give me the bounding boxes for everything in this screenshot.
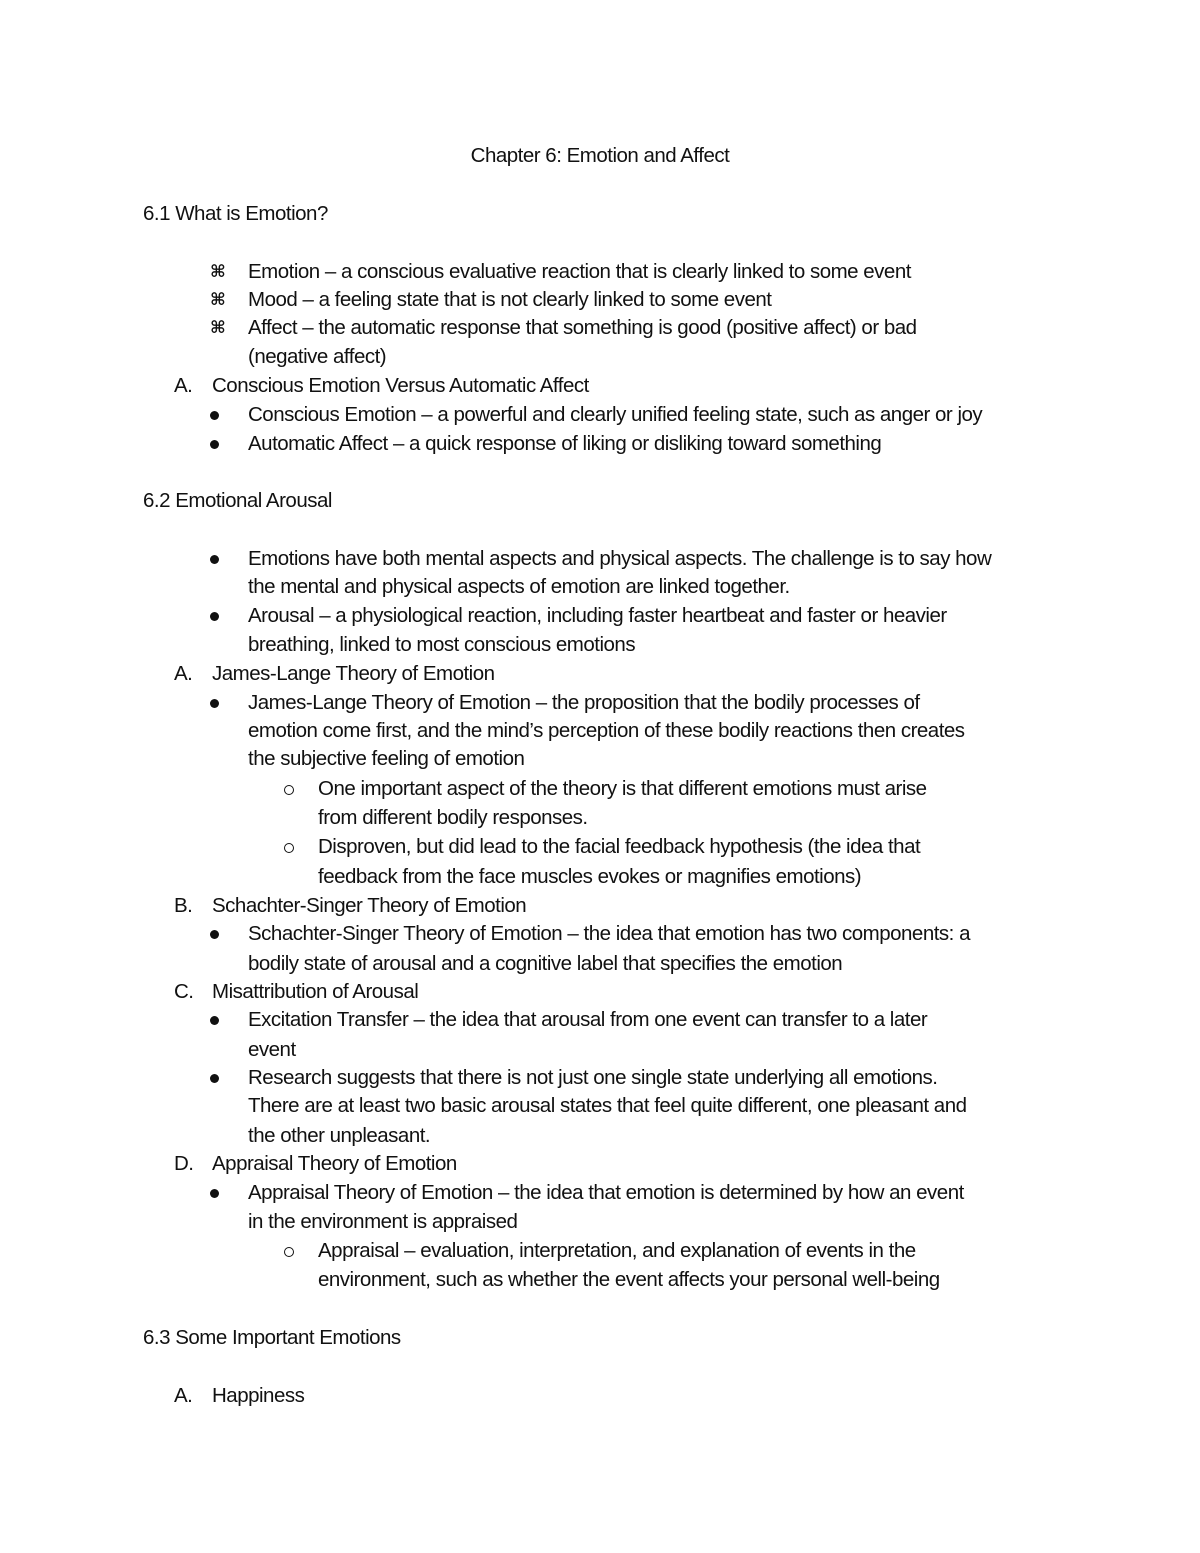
list-item-continuation: There are at least two basic arousal states that feel quite different, one pleasant and [248,1094,967,1117]
bullet-icon [210,1016,219,1025]
list-item-continuation: (negative affect) [248,345,387,368]
list-item: Appraisal Theory of Emotion – the idea that emotion is determined by how an event [248,1181,964,1204]
list-item-continuation: the other unpleasant. [248,1124,431,1147]
subsection-heading: James-Lange Theory of Emotion [212,662,495,685]
circle-bullet-icon [284,1247,294,1257]
subsection-heading: Happiness [212,1384,305,1407]
subsection-heading: Appraisal Theory of Emotion [212,1152,457,1175]
subsection-heading: Schachter-Singer Theory of Emotion [212,894,527,917]
list-item: Mood – a feeling state that is not clearly linked to some event [248,288,772,311]
bullet-icon [210,930,219,939]
sub-list-item: Disproven, but did lead to the facial feedback hypothesis (the idea that [318,835,921,858]
list-item: Conscious Emotion – a powerful and clearly unified feeling state, such as anger or joy [248,403,983,426]
list-item: Research suggests that there is not just one single state underlying all emotions. [248,1066,938,1089]
section-heading-6-3: 6.3 Some Important Emotions [143,1326,401,1349]
list-item: James-Lange Theory of Emotion – the proposition that the bodily processes of [248,691,920,714]
bullet-icon [210,440,219,449]
list-item-continuation: the subjective feeling of emotion [248,747,525,770]
bullet-icon [210,699,219,708]
x-bullet-icon: ⌘ [210,262,226,281]
bullet-icon [210,1074,219,1083]
bullet-icon [210,612,219,621]
sub-list-item: One important aspect of the theory is that different emotions must arise [318,777,927,800]
list-item-continuation: in the environment is appraised [248,1210,518,1233]
outline-letter: A. [174,1384,193,1407]
bullet-icon [210,555,219,564]
circle-bullet-icon [284,785,294,795]
list-item: Automatic Affect – a quick response of liking or disliking toward something [248,432,882,455]
list-item: Affect – the automatic response that something is good (positive affect) or bad [248,316,917,339]
list-item: Emotions have both mental aspects and physical aspects. The challenge is to say how [248,547,992,570]
bullet-icon [210,411,219,420]
outline-letter: A. [174,374,193,397]
list-item-continuation: emotion come first, and the mind’s perception of these bodily reactions then creates [248,719,965,742]
subsection-heading: Misattribution of Arousal [212,980,419,1003]
list-item: Arousal – a physiological reaction, including faster heartbeat and faster or heavier [248,604,947,627]
section-heading-6-1: 6.1 What is Emotion? [143,202,328,225]
outline-letter: B. [174,894,193,917]
list-item-continuation: event [248,1038,296,1061]
sub-list-item-continuation: feedback from the face muscles evokes or magnifies emotions) [318,865,862,888]
list-item-continuation: the mental and physical aspects of emotion are linked together. [248,575,790,598]
list-item-continuation: bodily state of arousal and a cognitive label that specifies the emotion [248,952,843,975]
list-item: Emotion – a conscious evaluative reaction that is clearly linked to some event [248,260,911,283]
outline-letter: D. [174,1152,194,1175]
x-bullet-icon: ⌘ [210,318,226,337]
circle-bullet-icon [284,843,294,853]
x-bullet-icon: ⌘ [210,290,226,309]
outline-letter: C. [174,980,194,1003]
section-heading-6-2: 6.2 Emotional Arousal [143,489,332,512]
subsection-heading: Conscious Emotion Versus Automatic Affect [212,374,589,397]
document-title: Chapter 6: Emotion and Affect [470,144,730,167]
outline-letter: A. [174,662,193,685]
sub-list-item-continuation: from different bodily responses. [318,806,588,829]
bullet-icon [210,1189,219,1198]
list-item: Schachter-Singer Theory of Emotion – the idea that emotion has two components: a [248,922,970,945]
list-item: Excitation Transfer – the idea that arousal from one event can transfer to a later [248,1008,928,1031]
sub-list-item: Appraisal – evaluation, interpretation, and explanation of events in the [318,1239,916,1262]
sub-list-item-continuation: environment, such as whether the event affects your personal well-being [318,1268,940,1291]
list-item-continuation: breathing, linked to most conscious emotions [248,633,636,656]
